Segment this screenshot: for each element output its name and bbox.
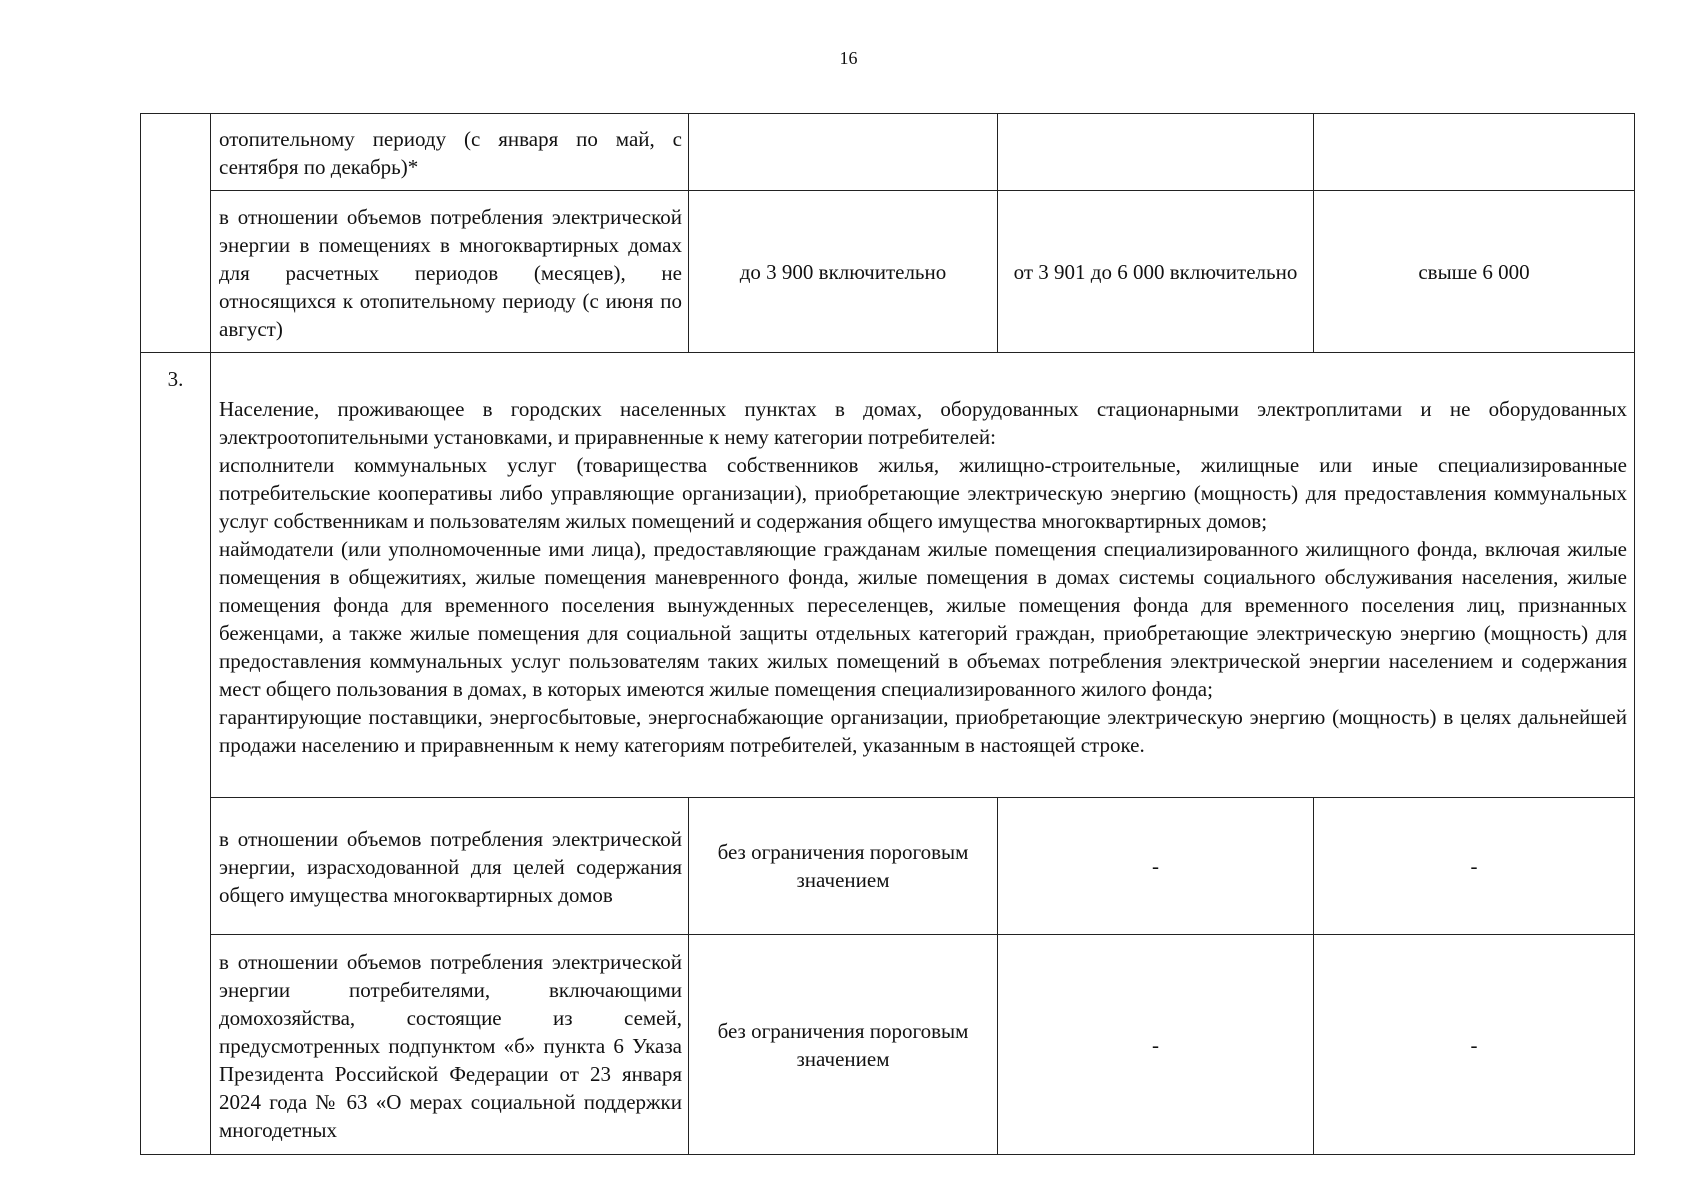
threshold-cell-3: - [1314, 798, 1635, 935]
threshold-cell-1: без ограничения пороговым значением [689, 798, 998, 935]
row-description: в отношении объемов потребления электрической энергии, израсходованной для целей содержания общего имущества многоквартирных домов [211, 798, 689, 935]
section-header-row [141, 353, 1635, 798]
paragraph: Население, проживающее в городских населенных пунктах в домах, оборудованных стационарными электроплитами и не оборудованных электроотопительными установками, и приравненные к нему категории потребителей: [219, 397, 1627, 449]
paragraph: гарантирующие поставщики, энергосбытовые, энергоснабжающие организации, приобретающие электрическую энергию (мощность) в целях дальнейшей продажи населению и приравненным к нему категориям потребителей, указанным в настоящей строке. [219, 705, 1627, 757]
threshold-cell-1: без ограничения пороговым значением [689, 935, 998, 1155]
threshold-cell-3: - [1314, 935, 1635, 1155]
threshold-cell-2: - [998, 798, 1314, 935]
table-row [141, 191, 1635, 353]
threshold-cell-2: от 3 901 до 6 000 включительно [998, 191, 1314, 353]
table-row [141, 798, 1635, 935]
section-description [211, 353, 1635, 798]
tariff-table [140, 113, 1635, 1155]
page-number: 16 [839, 48, 858, 68]
paragraph: наймодатели (или уполномоченные ими лица), предоставляющие гражданам жилые помещения специализированного жилищного фонда, включая жилые помещения в общежитиях, жилые помещения маневренного фонда, жилые помещения в домах системы социального обслуживания населения, жилые помещения фонда для временного поселения вынужденных переселенцев, жилые помещения фонда для временного поселения лиц, признанных беженцами, а также жилые помещения для социальной защиты отдельных категорий граждан, приобретающие электрическую энергию (мощность) для предоставления коммунальных услуг пользователям таких жилых помещений в объемах потребления электрической энергии населением и содержания мест общего пользования в домах, в которых имеются жилые помещения специализированного жилого фонда; [219, 537, 1627, 701]
threshold-cell-3 [1314, 114, 1635, 191]
row-description: в отношении объемов потребления электрической энергии в помещениях в многоквартирных домах для расчетных периодов (месяцев), не относящихся к отопительному периоду (с июня по август) [211, 191, 689, 353]
paragraph: исполнители коммунальных услуг (товарищества собственников жилья, жилищно-строительные, жилищные или иные специализированные потребительские кооперативы либо управляющие организации), приобретающие электрическую энергию (мощность) для предоставления коммунальных услуг собственникам и пользователям жилых помещений и содержания общего имущества многоквартирных домов; [219, 453, 1627, 533]
threshold-cell-1: до 3 900 включительно [689, 191, 998, 353]
threshold-cell-2: - [998, 935, 1314, 1155]
table-row [141, 935, 1635, 1155]
section-number: 3. [141, 353, 211, 1155]
threshold-cell-3: свыше 6 000 [1314, 191, 1635, 353]
threshold-cell-1 [689, 114, 998, 191]
row-number-cell [141, 114, 211, 353]
row-description: в отношении объемов потребления электрической энергии потребителями, включающими домохозяйства, состоящие из семей, предусмотренных подпунктом «б» пункта 6 Указа Президента Российской Федерации от 23 января 2024 года № 63 «О мерах социальной поддержки многодетных [211, 935, 689, 1155]
table-row [141, 114, 1635, 191]
row-description: отопительному периоду (с января по май, с сентября по декабрь)* [211, 114, 689, 191]
threshold-cell-2 [998, 114, 1314, 191]
